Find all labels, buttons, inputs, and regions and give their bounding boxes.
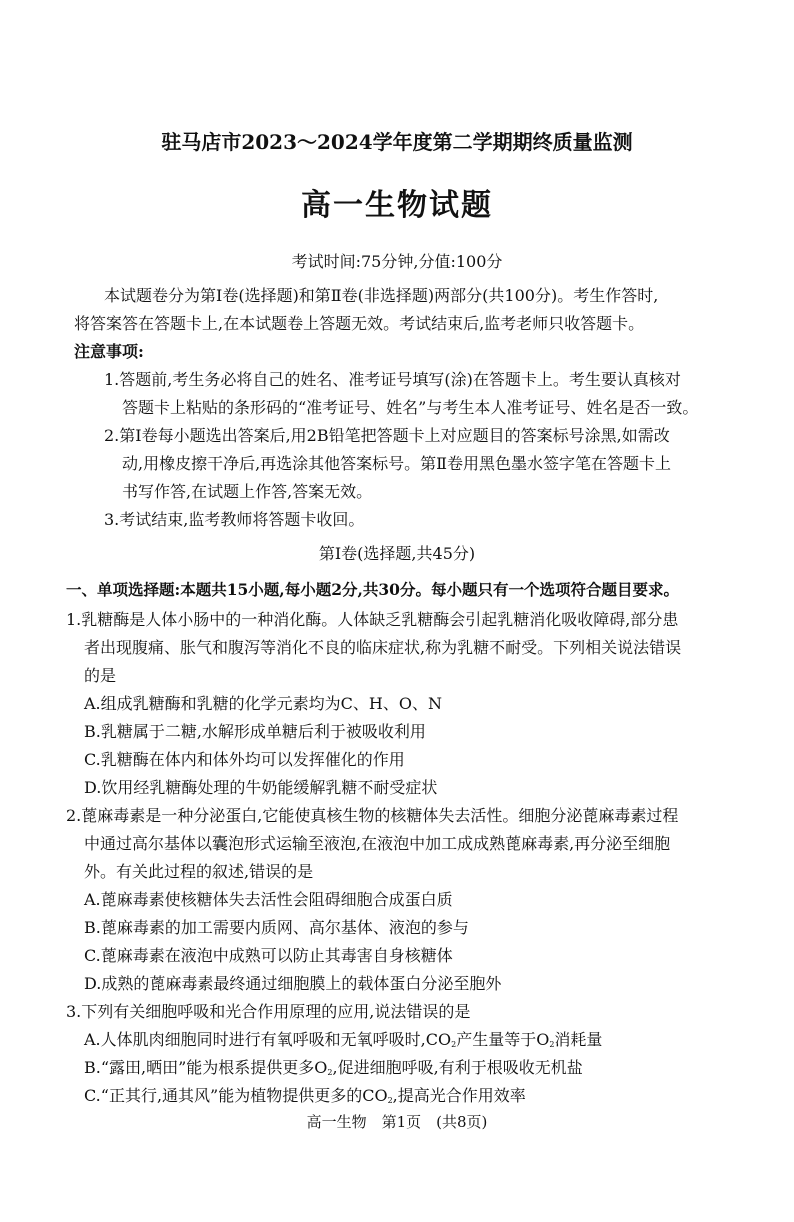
- notes-line: 答题卡上粘贴的条形码的“准考证号、姓名”与考生本人准考证号、姓名是否一致。: [122, 398, 699, 417]
- question-stem: 2.蓖麻毒素是一种分泌蛋白,它能使真核生物的核糖体失去活性。细胞分泌蓖麻毒素过程: [66, 806, 679, 825]
- option-a: A.蓖麻毒素使核糖体失去活性会阻碍细胞合成蛋白质: [84, 890, 453, 909]
- option-a: A.组成乳糖酶和乳糖的化学元素均为C、H、O、N: [84, 694, 442, 713]
- question-stem: 者出现腹痛、胀气和腹泻等消化不良的临床症状,称为乳糖不耐受。下列相关说法错误: [84, 638, 682, 657]
- exam-header: 驻马店市2023～2024学年度第二学期期终质量监测: [161, 130, 633, 154]
- option-d: D.成熟的蓖麻毒素最终通过细胞膜上的载体蛋白分泌至胞外: [84, 974, 502, 993]
- exam-title: 高一生物试题: [301, 188, 493, 223]
- exam-info: 考试时间:75分钟,分值:100分: [291, 252, 503, 271]
- option-a: A.人体肌肉细胞同时进行有氧呼吸和无氧呼吸时$,CO_2$产生量等于$O_2$消耗量: [84, 1030, 603, 1049]
- option-c: C.乳糖酶在体内和体外均可以发挥催化的作用: [84, 750, 405, 769]
- notes-line: 1.答题前,考生务必将自己的姓名、准考证号填写(涂)在答题卡上。考生要认真核对: [104, 370, 681, 389]
- question-stem: 中通过高尔基体以囊泡形式运输至液泡,在液泡中加工成成熟蓖麻毒素,再分泌至细胞: [84, 834, 671, 853]
- question-stem: 1.乳糖酶是人体小肠中的一种消化酶。人体缺乏乳糖酶会引起乳糖消化吸收障碍,部分患: [66, 610, 679, 629]
- option-c: C.蓖麻毒素在液泡中成熟可以防止其毒害自身核糖体: [84, 946, 453, 965]
- notes-line: 动,用橡皮擦干净后,再选涂其他答案标号。第Ⅱ卷用黑色墨水签字笔在答题卡上: [122, 454, 672, 473]
- question-stem: 外。有关此过程的叙述,错误的是: [84, 862, 314, 881]
- option-d: D.饮用经乳糖酶处理的牛奶能缓解乳糖不耐受症状: [84, 778, 438, 797]
- part-heading: 一、单项选择题:本题共15小题,每小题2分,共30分。每小题只有一个选项符合题目要求。: [66, 580, 679, 599]
- notes-line: 2.第Ⅰ卷每小题选出答案后,用2B铅笔把答题卡上对应题目的答案标号涂黑,如需改: [104, 426, 670, 445]
- notes-line: 书写作答,在试题上作答,答案无效。: [122, 482, 373, 501]
- option-b: B.“露田,晒田”能为根系提供更多$O_2$,促进细胞呼吸,有利于根吸收无机盐: [84, 1058, 583, 1077]
- notes-line: 3.考试结束,监考教师将答题卡收回。: [104, 510, 365, 529]
- intro-line: 将答案答在答题卡上,在本试题卷上答题无效。考试结束后,监考老师只收答题卡。: [74, 314, 645, 333]
- question-stem: 3.下列有关细胞呼吸和光合作用原理的应用,说法错误的是: [66, 1002, 471, 1021]
- page-footer: 高一生物 第1页 (共8页): [306, 1113, 488, 1131]
- intro-line: 本试题卷分为第Ⅰ卷(选择题)和第Ⅱ卷(非选择题)两部分(共100分)。考生作答时,: [104, 286, 659, 305]
- question-stem: 的是: [84, 666, 117, 685]
- notes-heading: 注意事项:: [74, 342, 144, 361]
- option-b: B.蓖麻毒素的加工需要内质网、高尔基体、液泡的参与: [84, 918, 469, 937]
- option-c: C.“正其行,通其风”能为植物提供更多的$CO_2$,提高光合作用效率: [84, 1086, 526, 1105]
- option-b: B.乳糖属于二糖,水解形成单糖后利于被吸收利用: [84, 722, 426, 741]
- section-title: 第Ⅰ卷(选择题,共45分): [318, 544, 476, 563]
